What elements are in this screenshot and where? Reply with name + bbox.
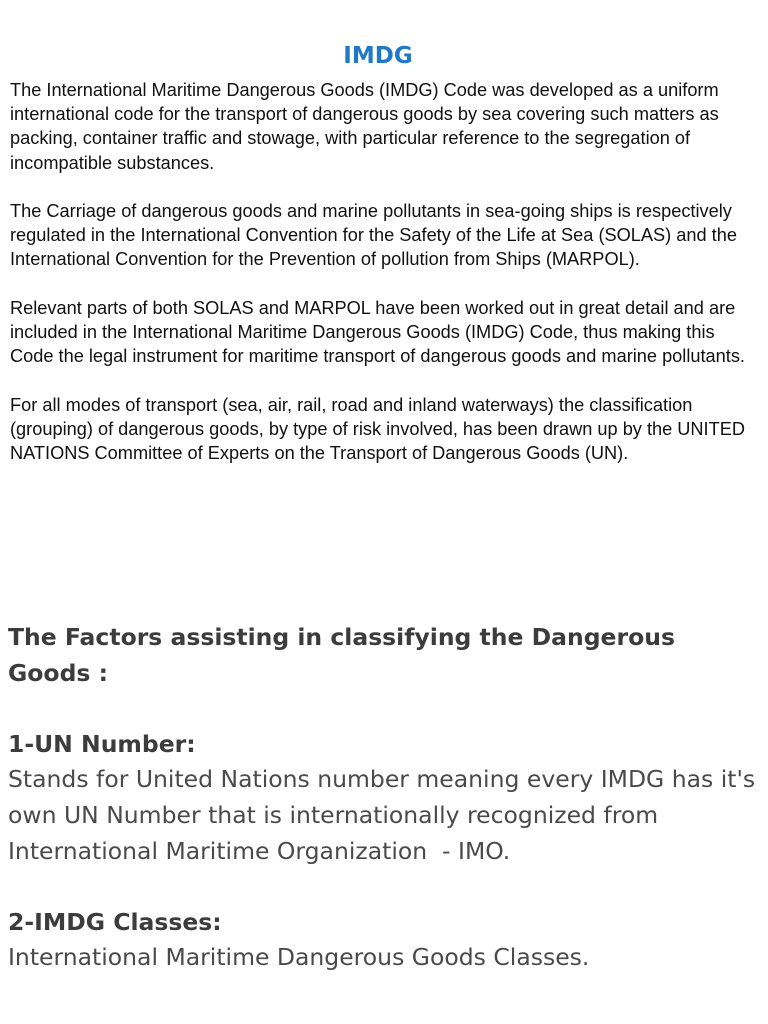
factor-description: [8, 762, 763, 869]
factor-description: International Maritime Dangerous Goods Classes.: [8, 943, 590, 972]
intro-section: [10, 78, 758, 489]
intro-paragraph: Relevant parts of both SOLAS and MARPOL have been worked out in great detail and are included in the International Maritime Dangerous Goods (IMDG) Code, thus making this Code the legal instrument for maritime transport of dangerous goods and marine pollutants.: [10, 297, 745, 367]
factor-description-text: Stands for United Nations number meaning every IMDG has it's own UN Number that is internationally recognized from International Maritime Organization - IMO.: [8, 765, 763, 865]
factors-section: [8, 620, 763, 1012]
factor-title: 1-UN Number:: [8, 729, 196, 758]
factors-heading: The Factors assisting in classifying the Dangerous Goods :: [8, 623, 675, 687]
factor-title: 2-IMDG Classes:: [8, 907, 222, 936]
intro-paragraph: The Carriage of dangerous goods and marine pollutants in sea-going ships is respectively regulated in the International Convention for the Safety of the Life at Sea (SOLAS) and the International Convention for the Prevention of pollution from Ships (MARPOL).: [10, 201, 737, 270]
page-title: IMDG: [343, 43, 413, 69]
intro-paragraph: For all modes of transport (sea, air, rail, road and inland waterways) the classification (grouping) of dangerous goods, by type of risk involved, has been drawn up by the UNITED NATIONS Committee of Experts on the Transport of Dangerous Goods (UN).: [10, 394, 745, 463]
intro-paragraph: The International Maritime Dangerous Goods (IMDG) Code was developed as a uniform international code for the transport of dangerous goods by sea covering such matters as packing, container traffic and stowage, with particular reference to the segregation of incompatible substances.: [10, 80, 719, 173]
